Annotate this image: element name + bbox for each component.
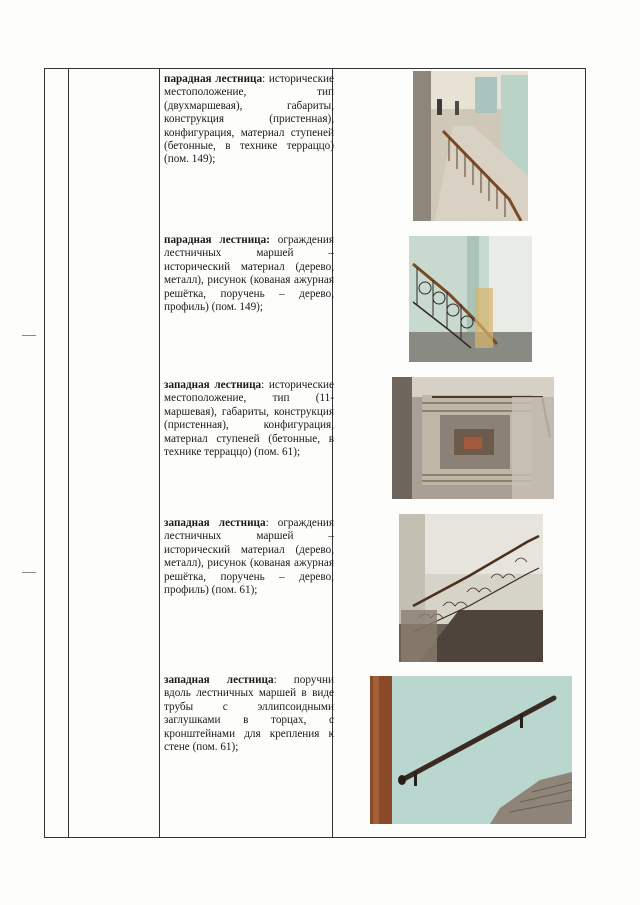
margin-mark: [22, 572, 36, 573]
railing-photo-icon: [399, 514, 543, 662]
entry-text: [164, 73, 334, 167]
stairwell-photo-icon: [392, 377, 554, 499]
staircase-photo-icon: [413, 71, 528, 221]
column-divider: [68, 69, 69, 837]
entry-heading: западная лестница: [164, 379, 262, 391]
railing-photo-icon: [409, 236, 532, 362]
monument-features-table: [44, 68, 586, 838]
entry-description: : исторические местоположение, тип (11-маршевая), габариты, конструкция (пристенная), конфигурация, материал ступеней (бетонные, в технике терраццо) (пом. 61);: [164, 379, 334, 459]
entry-text: [164, 674, 334, 754]
entry-text: [164, 517, 334, 597]
handrail-photo-icon: [370, 676, 572, 824]
entry-text: [164, 234, 334, 314]
entry-description: : поручни вдоль лестничных маршей в виде трубы с эллипсоидными заглушками в торцах, с кронштейнами для крепления к стене (пом. 61);: [164, 674, 334, 754]
entry-heading: парадная лестница: [164, 73, 263, 85]
entry-heading: западная лестница: [164, 674, 274, 686]
column-divider: [159, 69, 160, 837]
entry-heading: западная лестница: [164, 517, 266, 529]
margin-mark: [22, 335, 36, 336]
entry-text: [164, 379, 334, 459]
entry-description: ограждения лестничных маршей – исторический материал (дерево, металл), рисунок (кованая ажурная решётка, поручень – дерево, профиль) (пом. 149);: [164, 234, 335, 314]
entry-description: : исторические местоположение, тип (двухмаршевая), габариты, конструкция (пристенная), конфигурация, материал ступеней (бетонные, в технике терраццо) (пом. 149);: [164, 73, 334, 166]
entry-description: : ограждения лестничных маршей – исторический материал (дерево, металл), рисунок (кованая ажурная решётка, поручень – дерево, профиль) (пом. 61);: [164, 517, 334, 597]
entry-heading: парадная лестница:: [164, 234, 270, 246]
